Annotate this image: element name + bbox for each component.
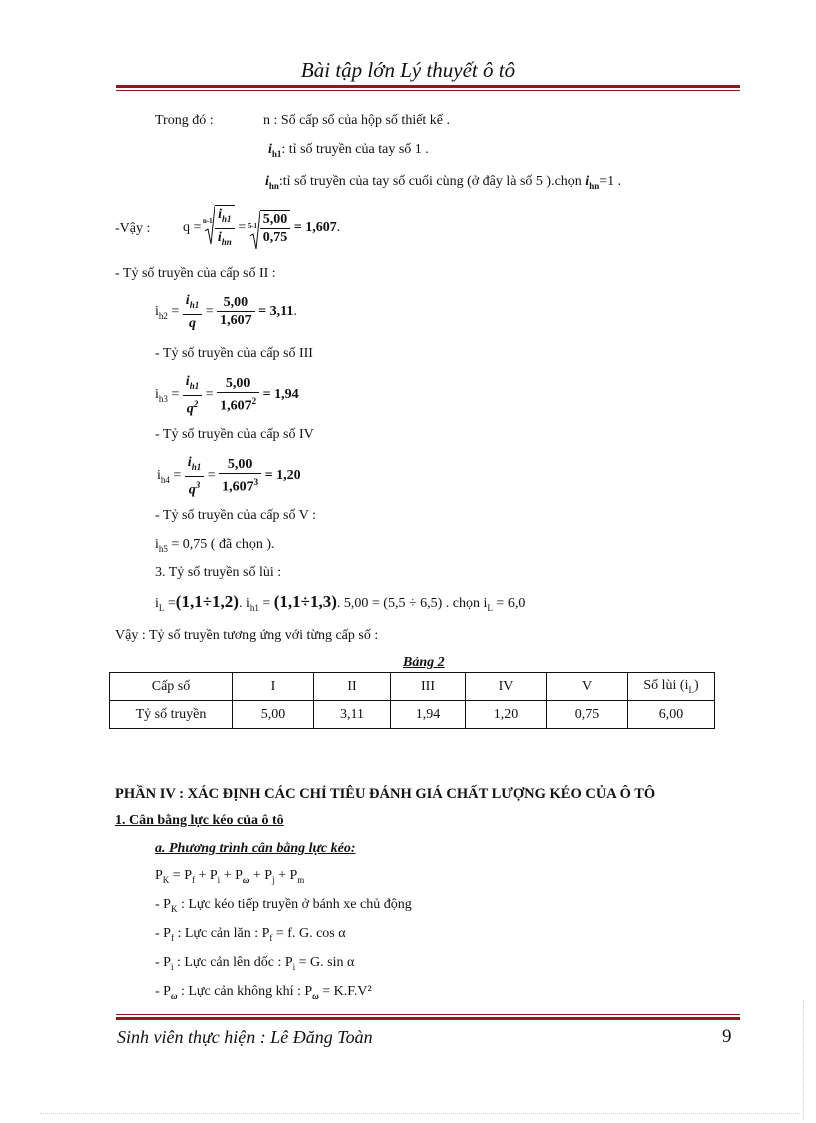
radical-sign-icon [250, 210, 260, 250]
def-pomega: - $P_\omega$ : Lực cản không khí : $P_\omega = K.F.V^2$ [155, 984, 372, 1001]
table-header-cell: II [314, 673, 391, 701]
ratio-iii-heading: - Tỷ số truyền của cấp số III [155, 346, 313, 361]
table-header-row [110, 673, 715, 701]
table-cell: 1,20 [466, 701, 547, 729]
table-header-cell: IV [466, 673, 547, 701]
where-label: Trong đó : [155, 113, 214, 128]
traction-equation: $P_K = P_f + P_i + P_\omega + P_j + P_m$ [155, 868, 305, 885]
q-label: -Vậy : [115, 221, 151, 236]
def-pi: - $P_i$ : Lực cản lên dốc : $P_i = G$. sin α [155, 955, 355, 972]
table-cell: 0,75 [547, 701, 628, 729]
footer-rule [116, 1017, 740, 1020]
root-1: n-1 $\frac{i_{h1}}{i_{hn}}$ [205, 205, 235, 251]
def-pf: - $P_f$ : Lực cản lăn : $P_f = f$. G. cos α [155, 926, 346, 943]
ratio-iv-formula: $i_{h4}$ = $\frac{i_{h1}}{q^3}$ = $\frac{5,00}{1,607^3}$ = 1,20 [157, 455, 301, 498]
table-header-cell: V [547, 673, 628, 701]
ratio-table [109, 672, 715, 729]
header-rule-thin [116, 90, 740, 91]
n-definition: n : Số cấp số của hộp số thiết kế . [263, 113, 451, 128]
root-2: 5-1 $\frac{5,00}{0,75}$ [250, 210, 291, 246]
header-rule [116, 85, 740, 88]
ratio-v-heading: - Tỷ số truyền của cấp số V : [155, 508, 316, 523]
footer-rule-thin [116, 1014, 740, 1015]
table-cell: 3,11 [314, 701, 391, 729]
page-number: 9 [722, 1026, 732, 1047]
reverse-heading: 3. Tỷ số truyền số lùi : [155, 565, 282, 580]
q-formula: q = n-1 $\frac{i_{h1}}{i_{hn}}$ = 5-1 $\frac{5,00}{0,75}$ = 1,607. [183, 205, 340, 251]
ih1-definition: $i_{h1}$: tỉ số truyền của tay số 1 . [268, 142, 429, 159]
table-row-label: Tỷ số truyền [110, 701, 233, 729]
table-cell: 6,00 [628, 701, 715, 729]
table-caption: Bảng 2 [403, 655, 445, 670]
def-pk: - $P_K$ : Lực kéo tiếp truyền ở bánh xe chủ động [155, 897, 412, 914]
table-header-cell: Số lùi $(i_L)$ [628, 673, 715, 701]
ihn-definition: $i_{hn}:tỉ$ số truyền của tay số cuối cùng (ở đây là số 5 ).chọn $i_{hn}=1$ . [265, 174, 622, 191]
ratio-ii-heading: - Tỷ số truyền của cấp số II : [115, 266, 276, 281]
table-row [110, 701, 715, 729]
ratio-iv-heading: - Tỷ số truyền của cấp số IV [155, 427, 314, 442]
ratio-v-value: $i_{h5} = 0,75$ ( đã chọn ). [155, 537, 275, 554]
table-cell: 5,00 [233, 701, 314, 729]
summary-line: Vậy : Tỷ số truyền tương ứng với từng cấp số : [115, 628, 379, 643]
page-border-dotted-right [803, 1000, 805, 1120]
part-iv-title: PHẦN IV : XÁC ĐỊNH CÁC CHỈ TIÊU ĐÁNH GIÁ CHẤT LƯỢNG KÉO CỦA Ô TÔ [115, 786, 656, 802]
page-border-dotted [40, 1113, 800, 1115]
table-cell: 1,94 [391, 701, 466, 729]
footer-author: Sinh viên thực hiện : Lê Đăng Toàn [117, 1027, 373, 1047]
section-a-heading: a. Phương trình cân bằng lực kéo: [155, 841, 356, 856]
table-header-cell: I [233, 673, 314, 701]
radical-sign-icon [205, 205, 215, 245]
page-header-title: Bài tập lớn Lý thuyết ô tô [300, 58, 516, 82]
table-header-cell: III [391, 673, 466, 701]
ratio-iii-formula: $i_{h3}$ = $\frac{i_{h1}}{q^2}$ = $\frac{5,00}{1,607^2}$ = 1,94 [155, 374, 299, 417]
table-header-cell: Cấp số [110, 673, 233, 701]
section-1-heading: 1. Cân bằng lực kéo của ô tô [115, 813, 284, 828]
ratio-ii-formula: $i_{h2}$ = $\frac{i_{h1}}{q}$ = $\frac{5,00}{1,607}$ = 3,11. [155, 293, 297, 331]
reverse-formula: $i_L =(1,1\div 1,2)$. $i_{h1} = (1,1\div 1,3)$. 5,00 = (5,5 ÷ 6,5) . chọn $i_L = 6,0$ [155, 592, 526, 613]
